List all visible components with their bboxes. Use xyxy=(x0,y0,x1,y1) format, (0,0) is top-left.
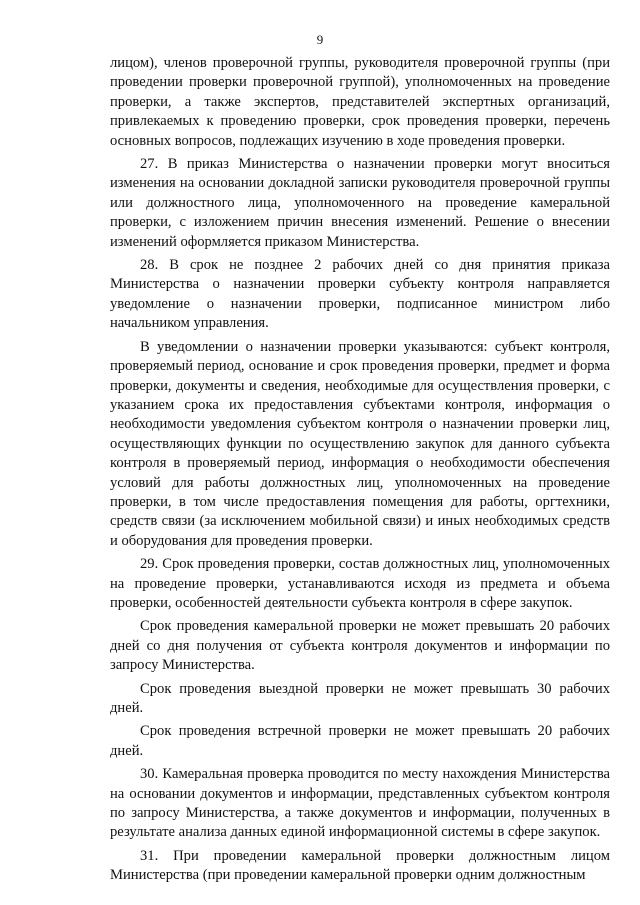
paragraph-item-28: 28. В срок не позднее 2 рабочих дней со дня принятия приказа Министерства о назначении проверки субъекту контроля направляется уведомление о назначении проверки, подписанное министром либо начальником управления. xyxy=(110,257,610,332)
paragraph-item-30: 30. Камеральная проверка проводится по месту нахождения Министерства на основании документов и информации, представленных субъектом контроля по запросу Министерства, а также документов и информации, полученных в результате анализа данных единой информационной системы в сфере закупок. xyxy=(110,766,610,841)
paragraph-counter-audit-term: Срок проведения встречной проверки не может превышать 20 рабочих дней. xyxy=(110,723,610,759)
page-number: 9 xyxy=(316,32,324,47)
document-body xyxy=(110,54,610,890)
paragraph-item-29: 29. Срок проведения проверки, состав должностных лиц, уполномоченных на проведение проверки, устанавливаются исходя из предмета и объема проверки, особенностей деятельности субъекта контроля в сфере закупок. xyxy=(110,556,610,611)
paragraph-item-27: 27. В приказ Министерства о назначении проверки могут вноситься изменения на основании докладной записки руководителя проверочной группы или должностного лица, уполномоченного на проведение камеральной проверки, с изложением причин внесения изменений. Решение о внесении изменений оформляется приказом Министерства. xyxy=(110,156,610,250)
paragraph-continuation: лицом), членов проверочной группы, руководителя проверочной группы (при проведении проверки проверочной группой), уполномоченных на проведение проверки, а также экспертов, представителей экспертных организаций, привлекаемых к проведению проверки, срок проведения проверки, перечень основных вопросов, подлежащих изучению в ходе проведения проверки. xyxy=(110,55,610,149)
paragraph-desk-audit-term: Срок проведения камеральной проверки не может превышать 20 рабочих дней со дня получения от субъекта контроля документов и информации по запросу Министерства. xyxy=(110,618,610,674)
paragraph-field-audit-term: Срок проведения выездной проверки не может превышать 30 рабочих дней. xyxy=(110,680,610,716)
paragraph-item-31: 31. При проведении камеральной проверки должностным лицом Министерства (при проведении камеральной проверки одним должностным xyxy=(110,847,610,884)
paragraph-notification-contents: В уведомлении о назначении проверки указываются: субъект контроля, проверяемый период, основание и срок проведения проверки, предмет и форма проверки, документы и сведения, необходимые для осуществления проверки, с указанием срока их предоставления субъектами контроля, информация о необходимости уведомления субъектом контроля о назначении проверки лиц, осуществляющих функции по осуществлению закупок для данного субъекта контроля в проверяемый период, информация о необходимости обеспечения условий для работы должностных лиц, уполномоченных на проведение проверки, в том числе предоставления помещения для работы, оргтехники, средств связи (за исключением мобильной связи) и иных необходимых средств и оборудования для проведения проверки. xyxy=(110,338,610,549)
